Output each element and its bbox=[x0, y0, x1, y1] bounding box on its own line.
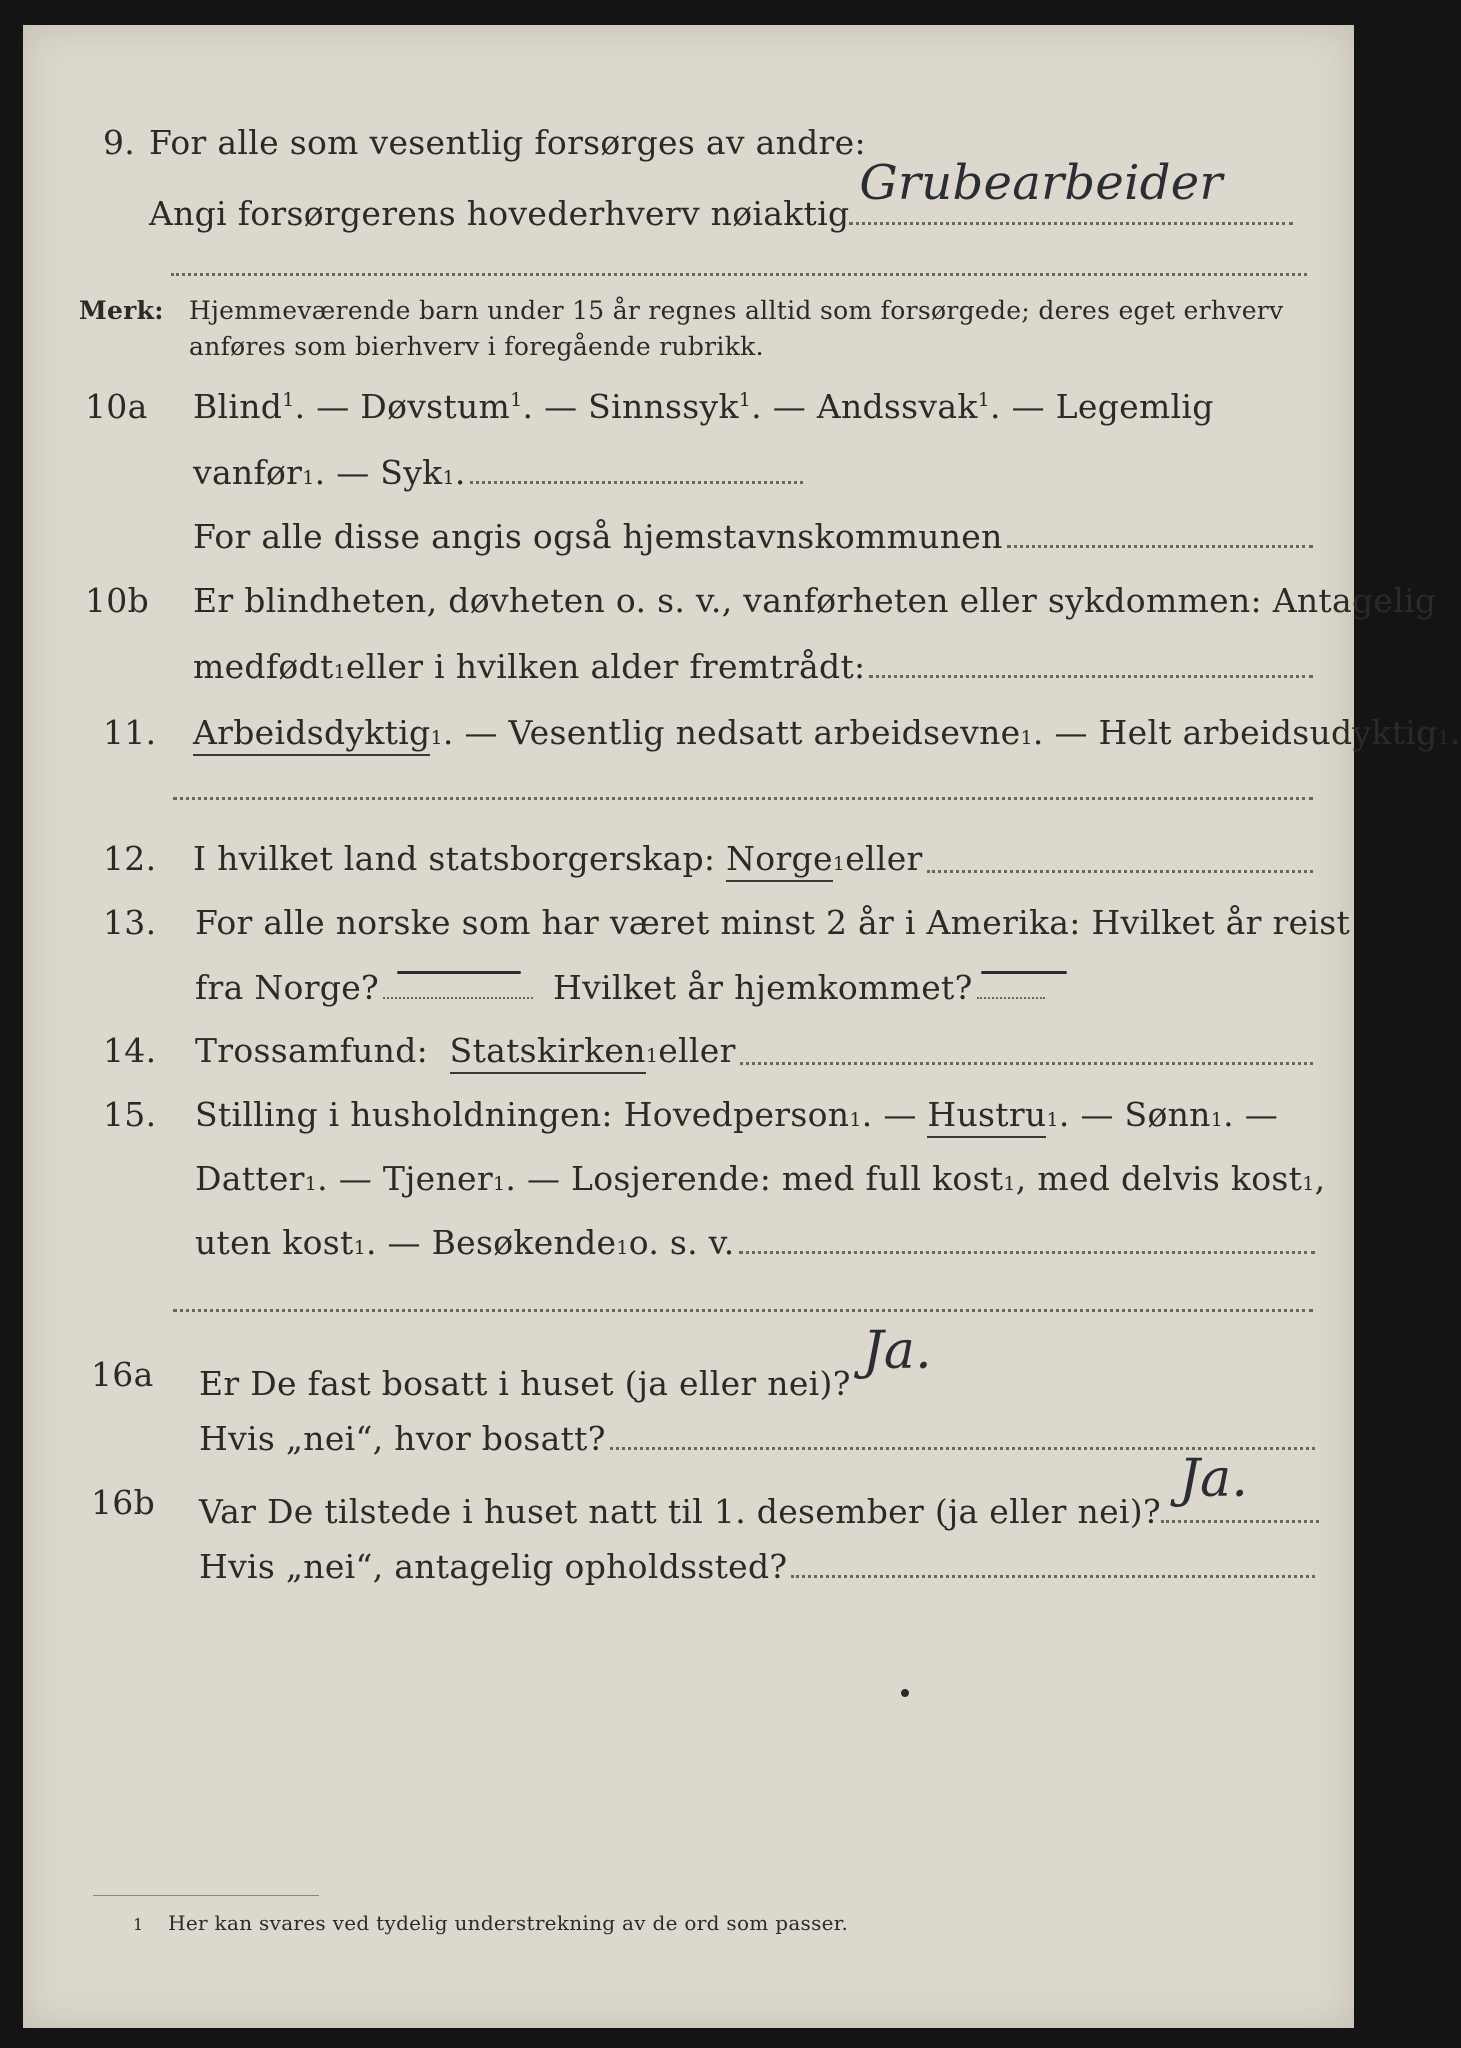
question-number: 13. bbox=[103, 903, 157, 942]
ink-mark bbox=[901, 1689, 909, 1697]
underlined-answer: Norge bbox=[726, 839, 833, 882]
question-number: 10b bbox=[85, 581, 150, 620]
question-number: 9. bbox=[103, 123, 136, 162]
question-text: Er blindheten, døvheten o. s. v., vanførheten eller sykdommen: Antagelig bbox=[193, 581, 1437, 620]
footnote bbox=[133, 1909, 848, 1939]
question-text: For alle som vesentlig forsørges av andre: bbox=[149, 123, 866, 162]
handwritten-answer: Ja. bbox=[862, 1321, 932, 1381]
question-number: 15. bbox=[103, 1095, 157, 1134]
underlined-answer: Statskirken bbox=[450, 1031, 646, 1074]
question-number: 11. bbox=[103, 713, 157, 752]
question-number: 10a bbox=[85, 387, 148, 426]
question-text: Angi forsørgerens hovederhverv nøiaktig bbox=[149, 194, 850, 233]
dotted-line bbox=[173, 797, 1313, 800]
note-label: Merk: bbox=[79, 296, 164, 325]
note-text: Hjemmeværende barn under 15 år regnes alltid som forsørgede; deres eget erhverv bbox=[189, 296, 1284, 325]
question-number: 16b bbox=[91, 1483, 156, 1522]
dotted-line bbox=[173, 1309, 1313, 1312]
question-number: 14. bbox=[103, 1031, 157, 1070]
question-number: 12. bbox=[103, 839, 157, 878]
handwritten-answer: Ja. bbox=[1178, 1449, 1249, 1509]
dotted-line bbox=[171, 273, 1307, 276]
question-text: For alle norske som har været minst 2 år i Amerika: Hvilket år reist bbox=[195, 903, 1351, 942]
note-line-2 bbox=[189, 329, 764, 365]
census-form-sheet: 9. For alle som vesentlig forsørges av andre: Angi forsørgerens hovederhverv nøiaktig Grubearbeider Merk: Hjemmeværende barn under 15 år regnes alltid som forsørgede; deres eget erhverv anføres som bierhverv i foregående rubrikk. 10a Blind$^1$. — Døvstum$^1$. — Sinnssyk$^1$. — Andssvak$^1$. — Legemlig vanfør 1 . — Syk 1 . For alle disse angis også hjemstavnskommunen 10b Er blindheten, døvheten o. s. v., vanførheten eller sykdommen: Antagelig medfødt 1 eller i hvilken alder fremtrådt: 11. Arbeidsdyktig 1 . — Vesentlig nedsatt arbeidsevne 1 . — Helt arbeidsudyktig 1 . 12. I hvilket land statsborgerskap: Norge 1 eller 13. For alle norske som har været minst 2 år i Amerika: Hvilket år reist fra Norge? Hvilket år hjemkommet? 14. Trossamfund: Statskirken 1 eller 15. Stilling i husholdningen: Hovedperson 1 . — Hustru 1 . — Sønn 1 . — Datter 1 . — Tjener 1 . — Losjerende: med full kost 1 , med delvis kost 1 , uten kost 1 . — Besøkende 1 o. s. v. 16a Er De fast bosatt i huset (ja eller nei)? Ja. Hvis „nei“, hvor bosatt? 16b Var De tilstede i huset natt til 1. desember (ja eller nei)? Ja. Hvis „nei“, antagelig opholdssted? 1 Her kan svares ved tydelig understrekning av de ord som passer. bbox=[23, 25, 1354, 2028]
note-text: anføres som bierhverv i foregående rubrikk. bbox=[189, 332, 764, 361]
handwritten-answer: Grubearbeider bbox=[859, 155, 1223, 211]
question-number: 16a bbox=[91, 1355, 154, 1394]
underlined-answer: Hustru bbox=[927, 1095, 1046, 1138]
underlined-answer: Arbeidsdyktig bbox=[193, 713, 430, 756]
footnote-text: Her kan svares ved tydelig understrekning av de ord som passer. bbox=[168, 1911, 849, 1935]
footnote-rule bbox=[93, 1895, 319, 1896]
footnote-marker: 1 bbox=[133, 1915, 144, 1934]
